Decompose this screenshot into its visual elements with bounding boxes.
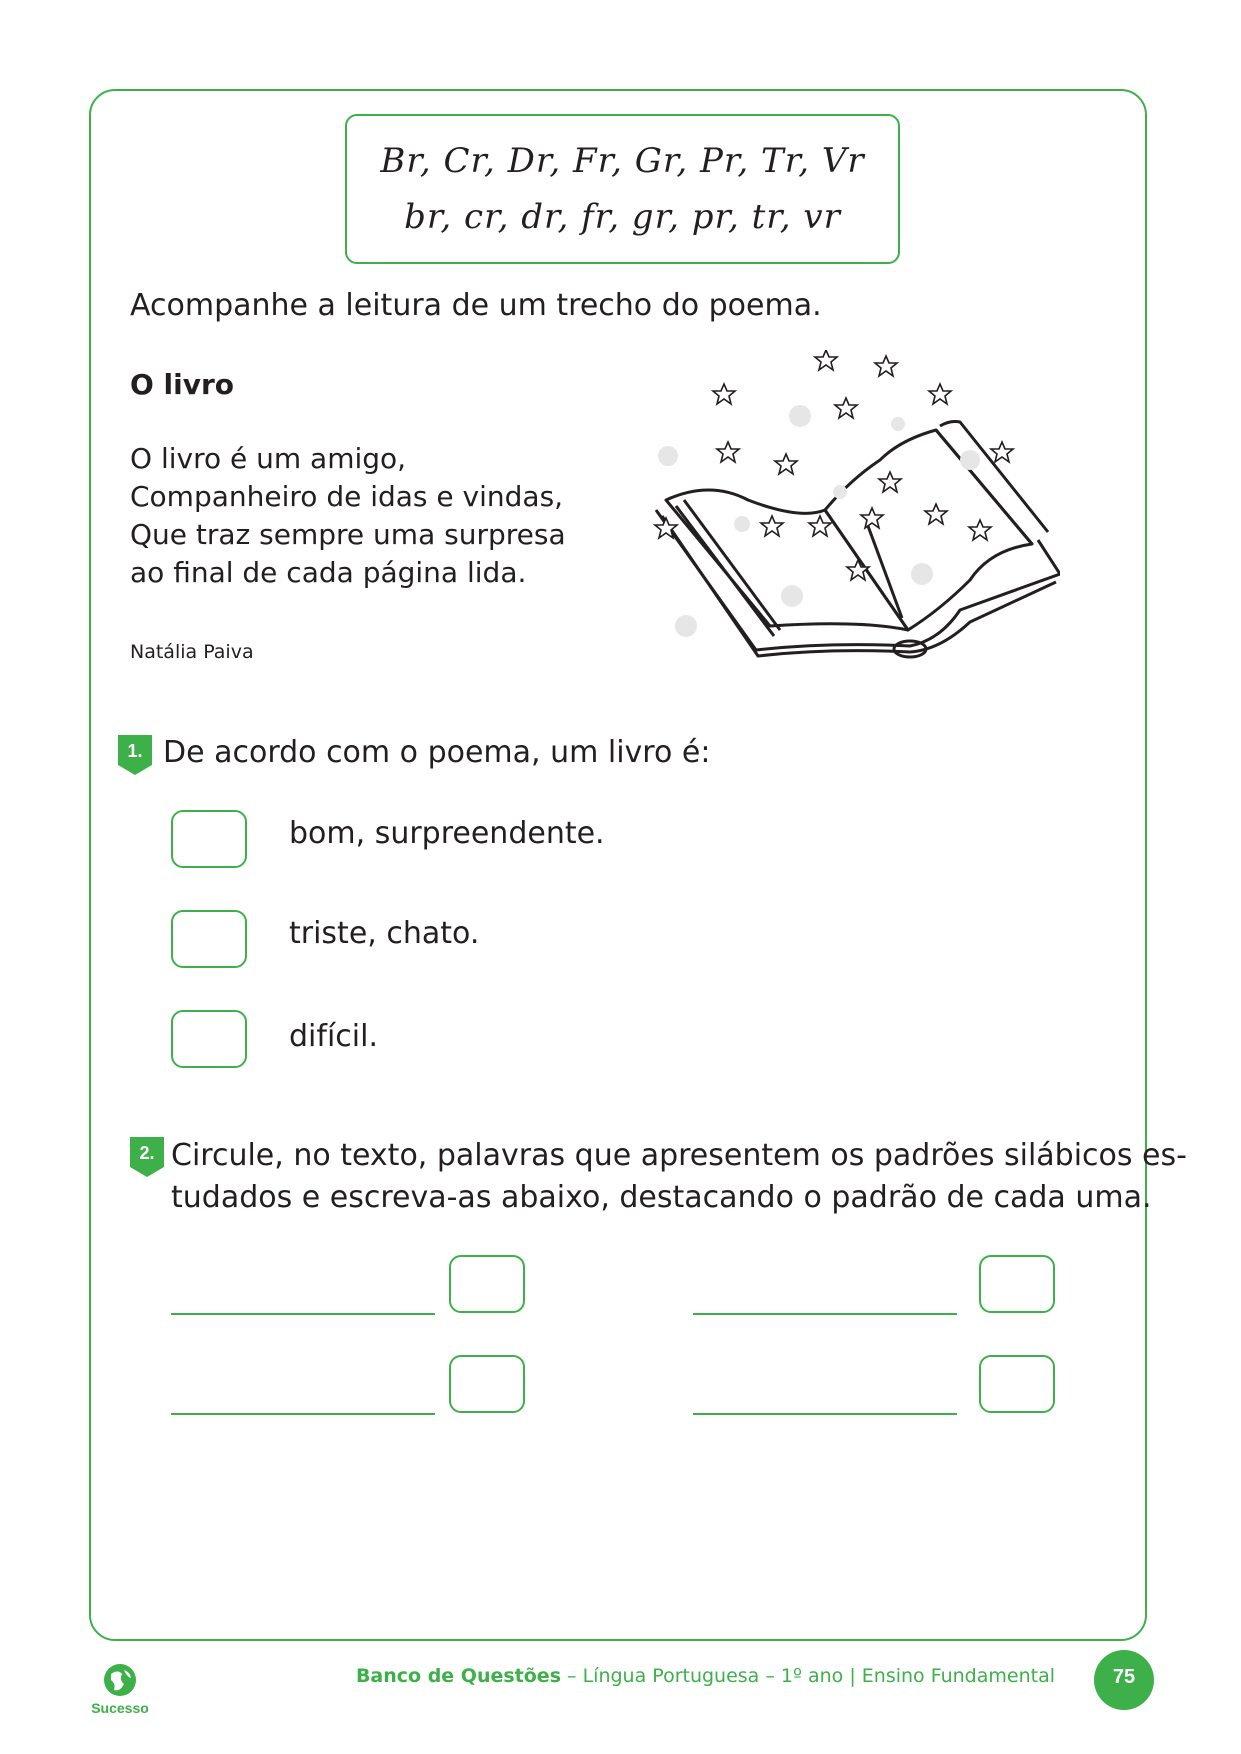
cursive-uppercase-line: Br, Cr, Dr, Fr, Gr, Pr, Tr, Vr xyxy=(380,141,865,181)
poem-line: Que traz sempre uma surpresa xyxy=(130,518,566,551)
answer-line[interactable] xyxy=(693,1313,957,1315)
intro-instruction: Acompanhe a leitura de um trecho do poema. xyxy=(130,288,822,323)
footer-title-bold: Banco de Questões xyxy=(355,1665,562,1687)
option-checkbox[interactable] xyxy=(171,1010,247,1068)
question-2-number-wrap xyxy=(130,1137,164,1179)
globe-logo-icon xyxy=(100,1660,140,1700)
poem-title: O livro xyxy=(130,368,235,401)
syllable-pattern-box xyxy=(345,114,900,264)
question-2-line: Circule, no texto, palavras que apresentem os padrões silábicos es- xyxy=(171,1138,1187,1173)
answer-line[interactable] xyxy=(171,1313,435,1315)
option-checkbox[interactable] xyxy=(171,910,247,968)
answer-box[interactable] xyxy=(449,1355,525,1413)
poem-line: ao final de cada página lida. xyxy=(130,556,527,589)
answer-box[interactable] xyxy=(449,1255,525,1313)
answer-line[interactable] xyxy=(693,1413,957,1415)
option-checkbox[interactable] xyxy=(171,810,247,868)
question-2-number: 2. xyxy=(139,1143,155,1163)
poem-author: Natália Paiva xyxy=(130,641,254,663)
brand-name: Sucesso xyxy=(91,1700,149,1716)
option-label: bom, surpreendente. xyxy=(289,816,605,851)
question-2-line: tudados e escreva-as abaixo, destacando o padrão de cada uma. xyxy=(171,1180,1152,1215)
question-1-number-wrap xyxy=(118,735,152,777)
cursive-lowercase-line: br, cr, dr, fr, gr, pr, tr, vr xyxy=(404,197,841,237)
publisher-logo xyxy=(88,1660,152,1720)
poem-line: Companheiro de idas e vindas, xyxy=(130,480,564,513)
open-book-icon xyxy=(640,350,1060,700)
option-label: difícil. xyxy=(289,1019,378,1054)
question-2-text xyxy=(171,1135,1187,1219)
page-number: 75 xyxy=(1094,1650,1154,1710)
question-1-text: De acordo com o poema, um livro é: xyxy=(163,735,711,770)
answer-box[interactable] xyxy=(979,1355,1055,1413)
answer-line[interactable] xyxy=(171,1413,435,1415)
footer-title xyxy=(356,1665,1055,1687)
poem-text xyxy=(130,440,566,592)
footer-title-rest: – Língua Portuguesa – 1º ano | Ensino Fundamental xyxy=(561,1665,1055,1687)
question-1-number: 1. xyxy=(127,741,143,761)
option-label: triste, chato. xyxy=(289,916,480,951)
answer-box[interactable] xyxy=(979,1255,1055,1313)
poem-line: O livro é um amigo, xyxy=(130,442,407,475)
